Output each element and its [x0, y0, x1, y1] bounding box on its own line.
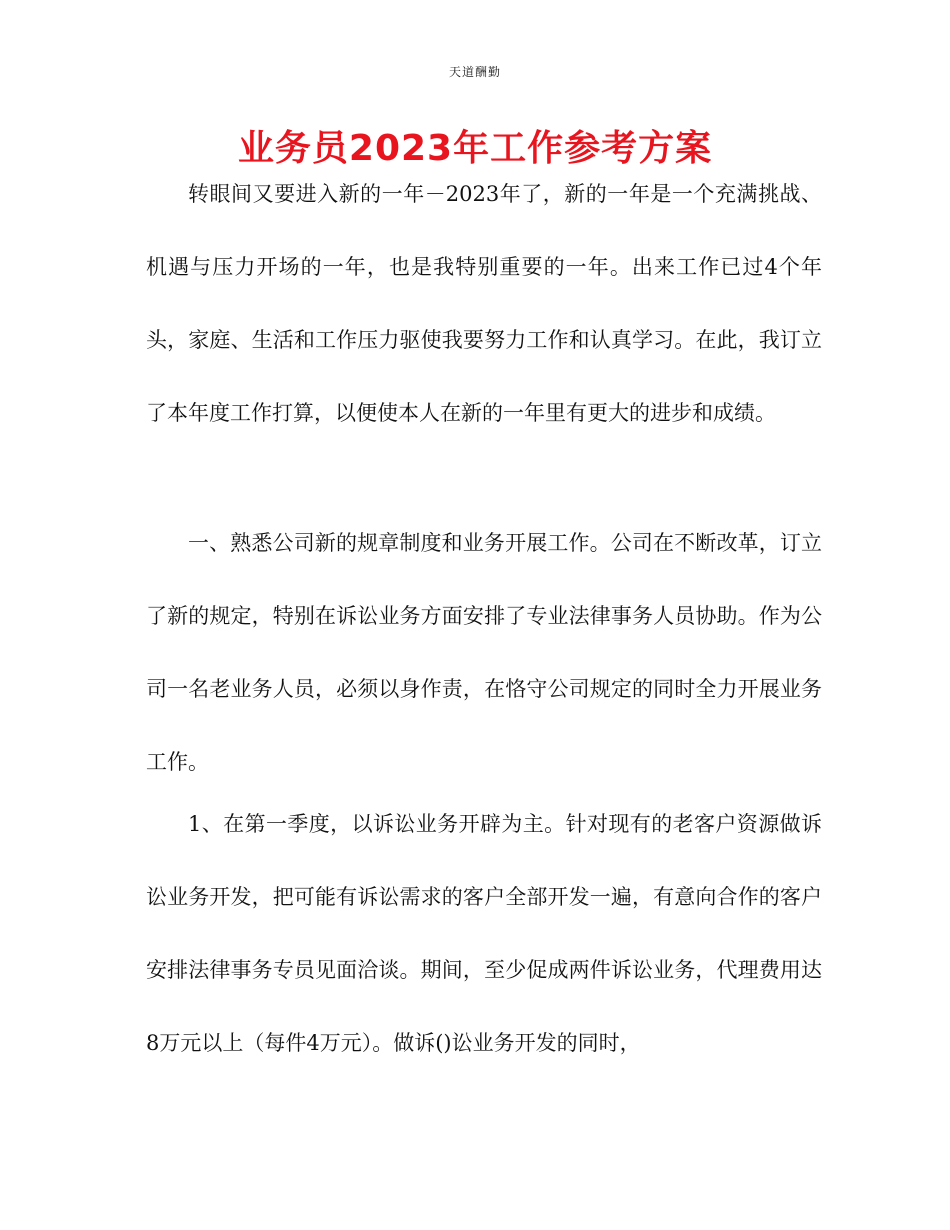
paragraph: 一、熟悉公司新的规章制度和业务开展工作。公司在不断改革，订立了新的规定，特别在诉讼业务方面安排了专业法律事务人员协助。作为公司一名老业务人员，必须以身作责，在恪守公司规定的同时全力开展业务工作。: [146, 531, 822, 774]
page-header: 天道酬勤: [448, 65, 501, 79]
paragraph: 1、在第一季度，以诉讼业务开辟为主。针对现有的老客户资源做诉讼业务开发，把可能有诉讼需求的客户全部开发一遍，有意向合作的客户安排法律事务专员见面洽谈。期间，至少促成两件诉讼业务，代理费用达8万元以上（每件4万元）。做诉()讼业务开发的同时，: [146, 812, 822, 1055]
paragraph-section-one: [146, 507, 822, 799]
paragraph: 转眼间又要进入新的一年－2023年了，新的一年是一个充满挑战、机遇与压力开场的一年，也是我特别重要的一年。出来工作已过4个年头，家庭、生活和工作压力驱使我要努力工作和认真学习。在此，我订立了本年度工作打算，以便使本人在新的一年里有更大的进步和成绩。: [146, 182, 822, 425]
paragraph-intro: [146, 158, 822, 450]
document-title: 业务员2023年工作参考方案: [237, 128, 713, 169]
paragraph-item-one: [146, 788, 822, 1080]
